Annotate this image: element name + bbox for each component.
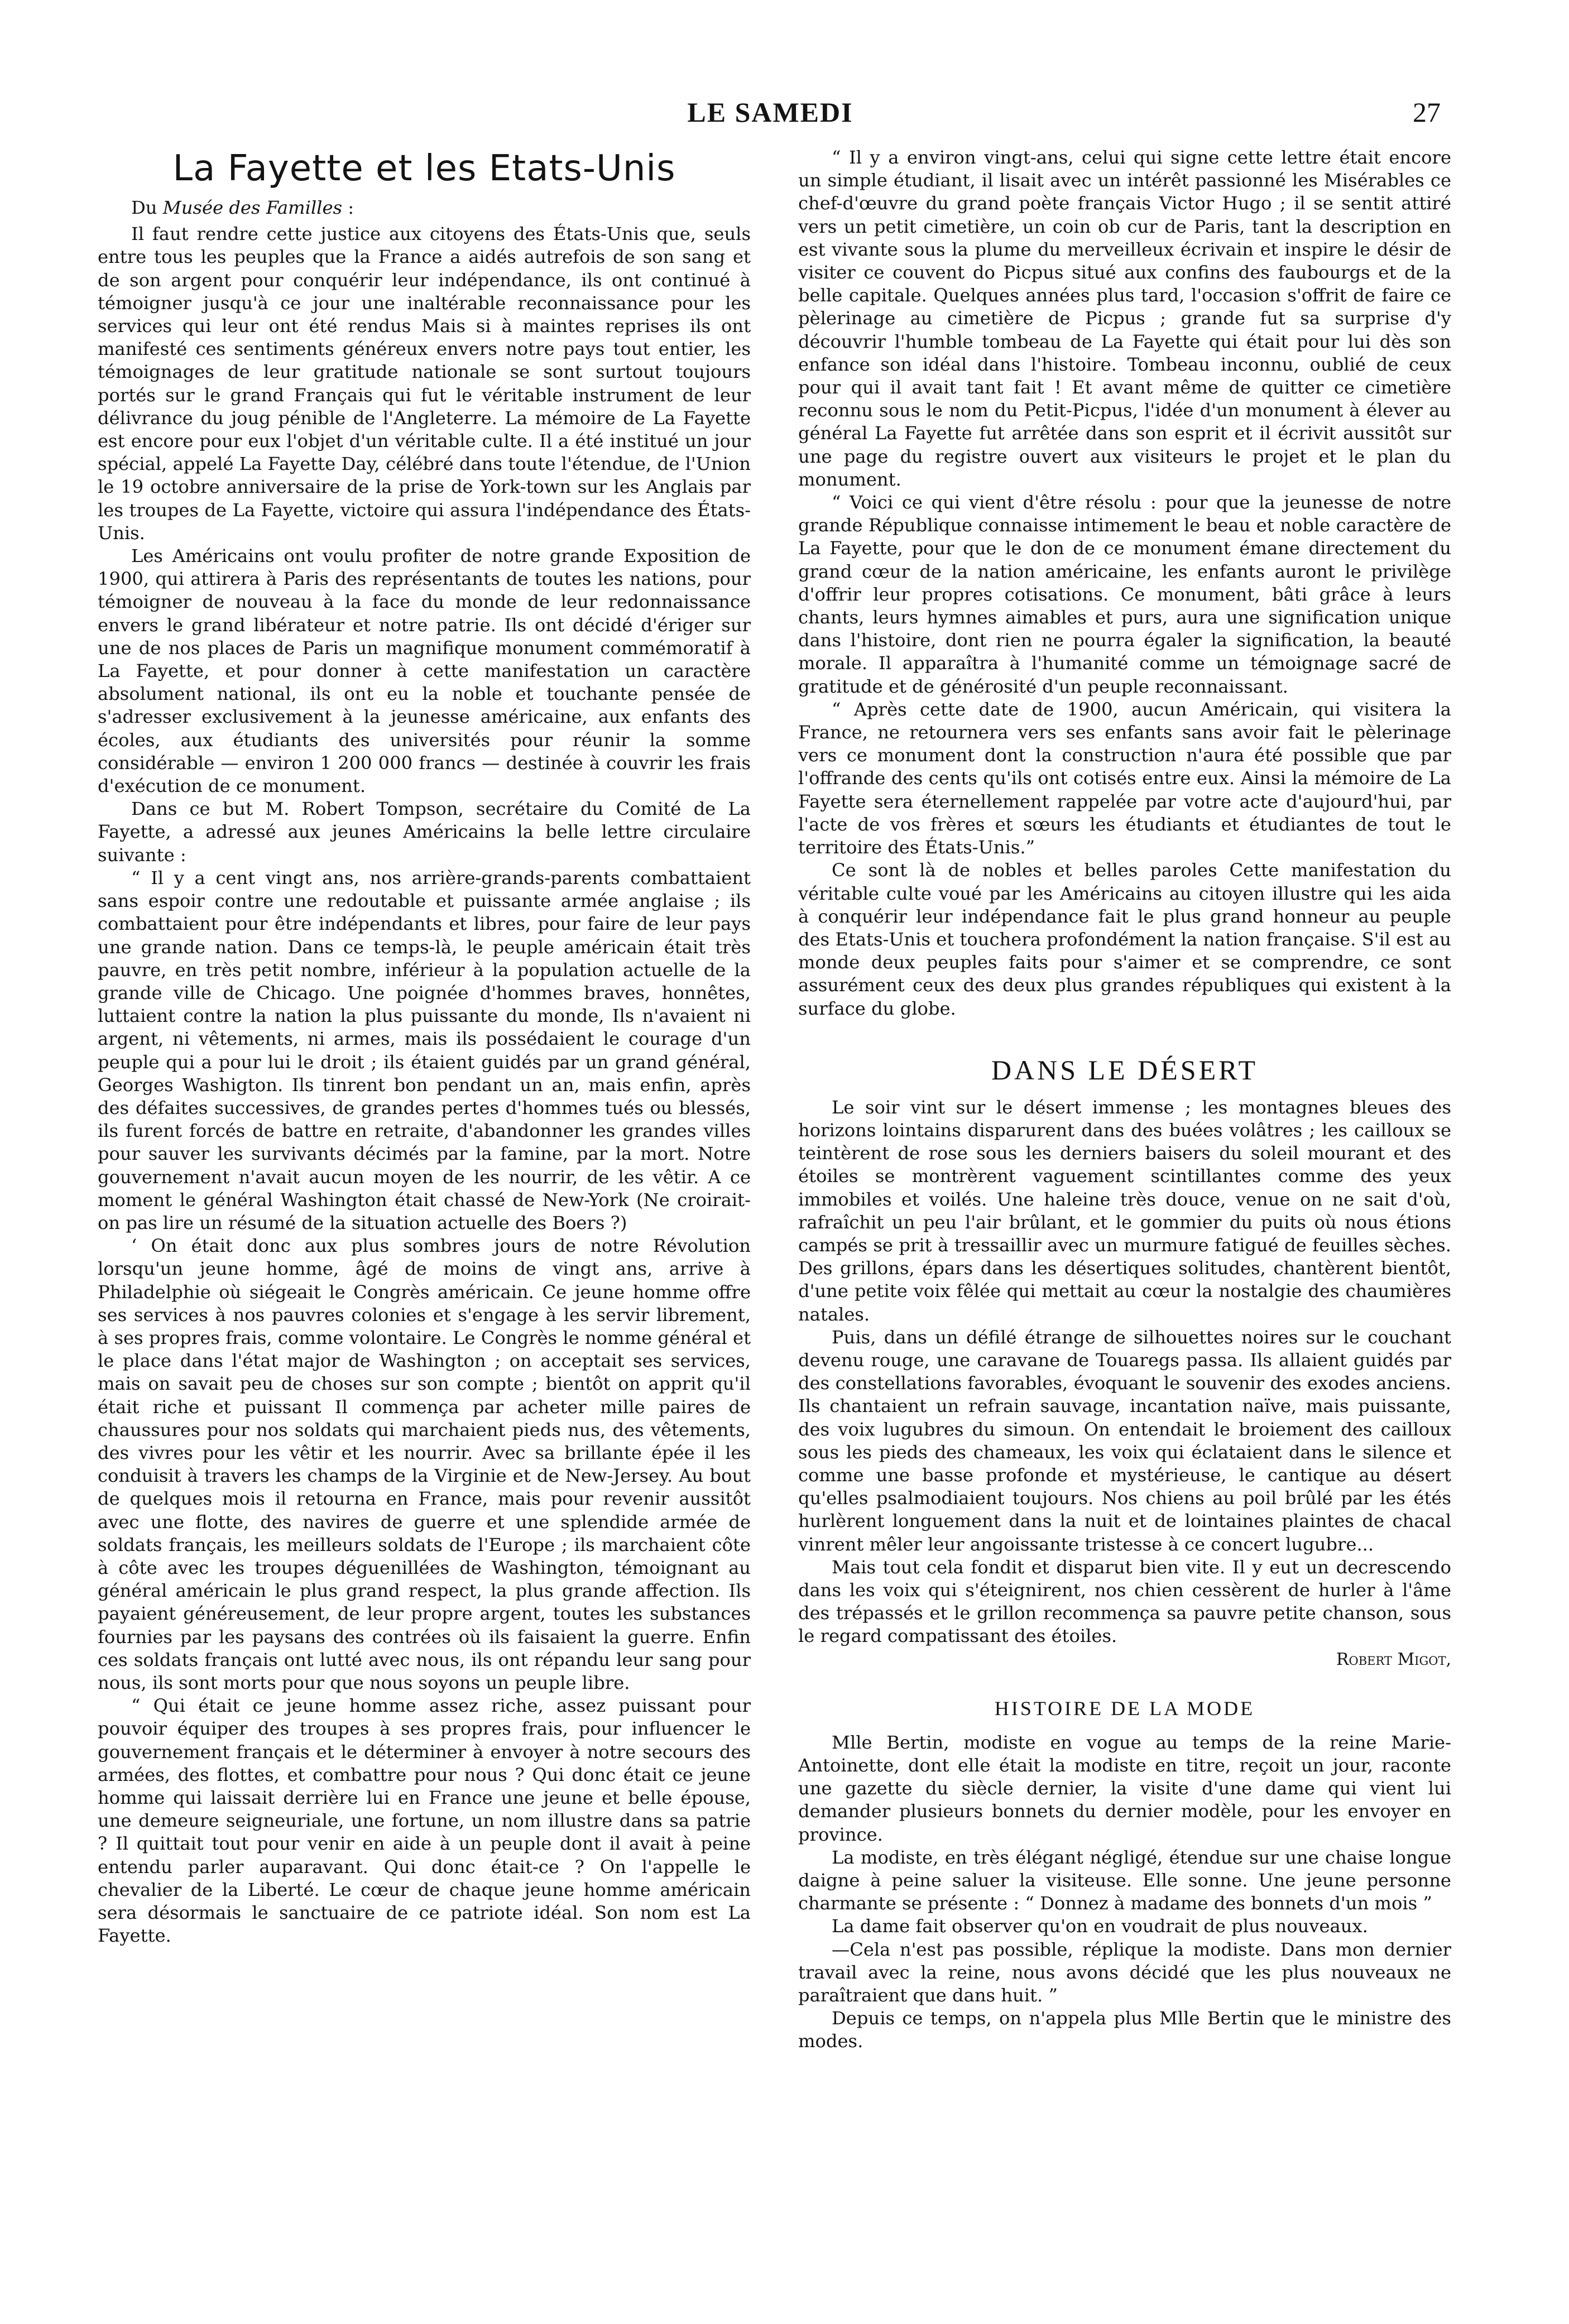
article-paragraph: “ Voici ce qui vient d'être résolu : pour que la jeunesse de notre grande République connaisse intimement le beau et noble caractère de La Fayette, pour que le don de ce monument émane directement du grand cœur de la nation américaine, les enfants auront le privilège d'offrir leur propres cotisations. Ce monument, bâti grâce à leurs chants, leurs hymnes aimables et purs, aura une signification unique dans l'histoire, dont rien ne pourra égaler la signification, la beauté morale. Il apparaîtra à l'humanité comme un témoignage sacré de gratitude et de générosité d'un peuple reconnaissant. — [798, 492, 1451, 697]
article-body-right — [798, 146, 1451, 1020]
article-paragraph: Puis, dans un défilé étrange de silhouettes noires sur le couchant devenu rouge, une caravane de Touaregs passa. Ils allaient guidés par des constellations favorables, évoquant le souvenir des exodes anciens. Ils chantaient un refrain sauvage, incantation naïve, mais puissante, des voix lugubres du simoun. On entendait le broiement des cailloux sous les pieds des chameaux, les voix qui éclataient dans le silence et comme une basse profonde et mystérieuse, le cantique au désert qu'elles psalmodiaient toujours. Nos chiens au poil brûlé par les étés hurlèrent longuement dans la nuit et de lointaines plaintes de chacal vinrent mêler leur angoissante tristesse à ce concert lugubre... — [798, 1326, 1451, 1555]
page-number: 27 — [1413, 97, 1441, 128]
journal-title: LE SAMEDI — [687, 97, 853, 128]
right-column — [798, 146, 1451, 2053]
article-paragraph: Le soir vint sur le désert immense ; les montagnes bleues des horizons lointains disparurent dans des buées volâtres ; les cailloux se teintèrent de rose sous les derniers baisers du soleil mourant et des étoiles se montrèrent vaguement scintillantes comme des yeux immobiles et voilés. Une haleine très douce, venue on ne sait d'où, rafraîchit un peu l'air brûlant, et le gommier du puits où nous étions campés se prit à tressaillir avec un murmure fatigué de feuilles sèches. Des grillons, épars dans les désertiques solitudes, chantèrent bientôt, d'une petite voix fêlée qui mettait au cœur la nostalgie des chaumières natales. — [798, 1096, 1451, 1325]
article-paragraph: Ce sont là de nobles et belles paroles Cette manifestation du véritable culte voué par les Américains au citoyen illustre qui les aida à conquérir leur indépendance fait le plus grand honneur au peuple des Etats-Unis et touchera profondément la nation française. S'il est au monde deux peuples faits pour s'aimer et se comprendre, ce sont assurément ceux des deux plus grandes républiques qui existent à la surface du globe. — [798, 860, 1451, 1019]
article-paragraph: Dans ce but M. Robert Tompson, secrétaire du Comité de La Fayette, a adressé aux jeunes Américains la belle lettre circulaire suivante : — [98, 798, 751, 866]
article-source — [98, 196, 751, 219]
source-prefix: Du — [131, 197, 163, 218]
source-name: Musée des Familles — [162, 197, 343, 218]
article-paragraph: Il faut rendre cette justice aux citoyens des États-Unis que, seuls entre tous les peuples que la France a aidés autrefois de son sang et de son argent pour conquérir leur indépendance, ils ont continué à témoigner jusqu'à ce jour une inaltérable reconnaissance pour les services qui leur ont été rendus Mais si à maintes reprises ils ont manifesté ces sentiments généreux envers notre pays tout entier, les témoignages de leur gratitude nationale se sont surtout toujours portés sur le grand Français qui fut le véritable instrument de leur délivrance du joug pénible de l'Angleterre. La mémoire de La Fayette est encore pour eux l'objet d'un véritable culte. Il a été institué un jour spécial, appelé La Fayette Day, célébré dans toute l'étendue, de l'Union le 19 octobre anniversaire de la prise de York-town sur les Anglais par les troupes de La Fayette, victoire qui assura l'indépendance des États-Unis. — [98, 223, 751, 544]
desert-body — [798, 1096, 1451, 1648]
article-paragraph: “ Il y a cent vingt ans, nos arrière-grands-parents combattaient sans espoir contre une redoutable et puissante armée anglaise ; ils combattaient pour être indépendants et libres, pour faire de leur pays une grande nation. Dans ce temps-là, le peuple américain était très pauvre, en très petit nombre, inférieur à la population actuelle de la grande ville de Chicago. Une poignée d'hommes braves, honnêtes, luttaient contre la nation la plus puissante du monde, Ils n'avaient ni argent, ni vêtements, ni armes, mais ils possédaient le courage d'un peuple qui a pour lui le droit ; ils étaient guidés par un grand général, Georges Washigton. Ils tinrent bon pendant un an, mais enfin, après des défaites successives, de grandes pertes d'hommes tués ou blessés, ils furent forcés de battre en retraite, d'abandonner les grandes villes pour sauver les survivants décimés par la famine, par la mort. Notre gouvernement n'avait aucun moyen de les nourrir, de les vêtir. A ce moment le général Washington était chassé de New-York (Ne croirait-on pas lire un résumé de la situation actuelle des Boers ?) — [98, 867, 751, 1233]
article-paragraph: “ Il y a environ vingt-ans, celui qui signe cette lettre était encore un simple étudiant, il lisait avec un intérêt passionné les Misérables ce chef-d'œuvre du grand poète français Victor Hugo ; il se sentit attiré vers un petit cimetière, un coin ob cur de Paris, tant la description en est vivante sous la plume du merveilleux écrivain et inspire le désir de visiter ce couvent do Picpus situé aux confins des faubourgs et de la belle capitale. Quelques années plus tard, l'occasion s'offrit de faire ce pèlerinage au cimetière de Picpus ; grande fut sa surprise d'y découvrir l'humble tombeau de La Fayette qui était pour lui dès son enfance son idéal dans l'histoire. Tombeau inconnu, oublié de ceux pour qui il avait tant fait ! Et avant même de quitter ce cimetière reconnu sous le nom du Petit-Picpus, l'idée d'un monument à élever au général La Fayette fut arrêtée dans son esprit et il écrivit aussitôt sur une page du registre ouvert aux visiteurs le projet et le plan du monument. — [798, 147, 1451, 490]
article-paragraph: ‘ On était donc aux plus sombres jours de notre Révolution lorsqu'un jeune homme, âgé de moins de vingt ans, arrive à Philadelphie où siégeait le Congrès américain. Ce jeune homme offre ses services à nos pauvres colonies et s'engage à les servir librement, à ses propres frais, comme volontaire. Le Congrès le nomme général et le place dans l'état major de Washington ; on acceptait ses services, mais on savait peu de choses sur son compte ; bientôt on apprit qu'il était riche et puissant Il commença par acheter mille paires de chaussures pour nos soldats qui marchaient pieds nus, des vêtements, des vivres pour les vêtir et les nourrir. Avec sa brillante épée il les conduisit à travers les champs de la Virginie et de New-Jersey. Au bout de quelques mois il retourna en France, mais pour revenir aussitôt avec une flotte, des navires de guerre et une splendide armée de soldats français, les meilleurs soldats de l'Europe ; ils marchaient côte à côte avec les troupes déguenillées de Washington, témoignant au général américain le plus grand respect, la plus grande affection. Ils payaient généreusement, de leur propre argent, toutes les substances fournies par les paysans des contrées où ils faisaient la guerre. Enfin ces soldats français ont lutté avec nous, ils ont répandu leur sang pour nous, ils sont morts pour que nous soyons un peuple libre. — [98, 1235, 751, 1693]
article-paragraph: —Cela n'est pas possible, réplique la modiste. Dans mon dernier travail avec la reine, nous avons décidé que les plus nouveaux ne paraîtraient que dans huit. ” — [798, 1938, 1451, 2006]
article-paragraph: Mais tout cela fondit et disparut bien vite. Il y eut un decrescendo dans les voix qui s'éteignirent, nos chien cessèrent de hurler à l'âme des trépassés et le grillon recommença sa pauvre petite chanson, sous le regard compatissant des étoiles. — [798, 1556, 1451, 1647]
article-body-left — [98, 223, 751, 1947]
article-title-la-fayette: La Fayette et les Etats-Unis — [172, 148, 676, 189]
running-head — [0, 96, 1569, 141]
article-paragraph: Depuis ce temps, on n'appela plus Mlle Bertin que le ministre des modes. — [798, 2008, 1451, 2052]
article-paragraph: Les Américains ont voulu profiter de notre grande Exposition de 1900, qui attirera à Paris des représentants de toutes les nations, pour témoigner de nouveau à la face du monde de leur redonnaissance envers le grand libérateur et notre patrie. Ils ont décidé d'ériger sur une de nos places de Paris un magnifique monument commémoratif à La Fayette, et pour donner à cette manifestation un caractère absolument national, ils ont eu la noble et touchante pensée de s'adresser exclusivement à la jeunesse américaine, aux enfants des écoles, aux étudiants des universités pour réunir la somme considérable — environ 1 200 000 francs — destinée à couvrir les frais d'exécution de ce monument. — [98, 545, 751, 797]
author-signature: Robert Migot, — [1336, 1649, 1451, 1669]
left-column — [98, 146, 751, 1947]
article-title-mode: HISTOIRE DE LA MODE — [994, 1697, 1255, 1720]
article-title-desert: DANS LE DÉSERT — [991, 1054, 1259, 1086]
article-paragraph: La modiste, en très élégant négligé, étendue sur une chaise longue daigne à peine saluer la visiteuse. Elle sonne. Une jeune personne charmante se présente : “ Donnez à madame des bonnets d'un mois ” — [798, 1846, 1451, 1914]
article-paragraph: La dame fait observer qu'on en voudrait de plus nouveaux. — [832, 1915, 1368, 1937]
article-paragraph: “ Qui était ce jeune homme assez riche, assez puissant pour pouvoir équiper des troupes à ses propres frais, pour influencer le gouvernement français et le déterminer à envoyer à notre secours des armées, des flottes, et combattre pour nous ? Qui donc était ce jeune homme qui laissait derrière lui en France une jeune et belle épouse, une demeure seigneuriale, une fortune, un nom illustre dans sa patrie ? Il quittait tout pour venir en aide à un peuple dont il avait à peine entendu parler auparavant. Qui donc était-ce ? On l'appelle le chevalier de la Liberté. Le cœur de chaque jeune homme américain sera désormais le sanctuaire de ce patriote idéal. Son nom est La Fayette. — [98, 1695, 751, 1947]
article-paragraph: Mlle Bertin, modiste en vogue au temps de la reine Marie-Antoinette, dont elle était la modiste en titre, reçoit un jour, raconte une gazette du siècle dernier, la visite d'une dame qui vient lui demander plusieurs bonnets du dernier modèle, pour les envoyer en province. — [798, 1731, 1451, 1845]
mode-body — [798, 1731, 1451, 2053]
article-paragraph: “ Après cette date de 1900, aucun Américain, qui visitera la France, ne retournera vers ses enfants sans avoir fait le pèlerinage vers ce monument dont la construction n'aura été possible que par l'offrande des cents qu'ils ont cotisés entre eux. Ainsi la mémoire de La Fayette sera éternellement rappelée par votre acte d'aujourd'hui, par l'acte de vos frères et sœurs les étudiants et étudiantes de tout le territoire des États-Unis.” — [798, 698, 1451, 858]
source-suffix: : — [342, 197, 354, 218]
